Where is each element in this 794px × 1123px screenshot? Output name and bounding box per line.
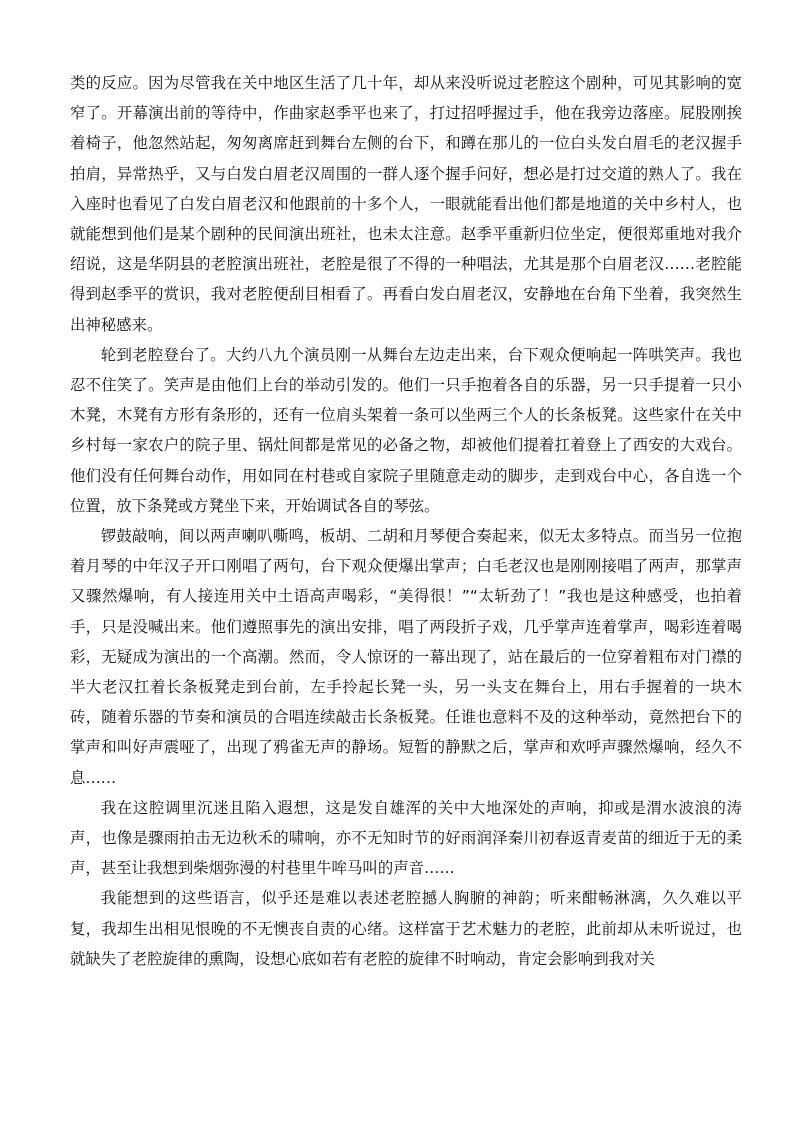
paragraph-5: 我能想到的这些语言，似乎还是难以表述老腔撼人胸腑的神韵；听来酣畅淋漓，久久难以平复，我却生出相见恨晚的不无懊丧自责的心绪。这样富于艺术魅力的老腔，此前却从未听说过，也就缺失了老腔旋律的熏陶，设想心底如若有老腔的旋律不时响动，肯定会影响到我对关: [70, 889, 742, 968]
document-body: [70, 68, 742, 974]
paragraph-2: 轮到老腔登台了。大约八九个演员刚一从舞台左边走出来，台下观众便响起一阵哄笑声。我也忍不住笑了。笑声是由他们上台的举动引发的。他们一只手抱着各自的乐器，另一只手提着一只小木凳，木凳有方形有条形的，还有一位肩头架着一条可以坐两三个人的长条板凳。这些家什在关中乡村每一家农户的院子里、锅灶间都是常见的必备之物，却被他们提着扛着登上了西安的大戏台。他们没有任何舞台动作，用如同在村巷或自家院子里随意走动的脚步，走到戏台中心，各自选一个位置，放下条凳或方凳坐下来，开始调试各自的琴弦。: [70, 345, 742, 515]
paragraph-1: 类的反应。因为尽管我在关中地区生活了几十年，却从来没听说过老腔这个剧种，可见其影响的宽窄了。开幕演出前的等待中，作曲家赵季平也来了，打过招呼握过手，他在我旁边落座。屁股刚挨着椅子，他忽然站起，匆匆离席赶到舞台左侧的台下，和蹲在那儿的一位白头发白眉毛的老汉握手拍肩，异常热乎，又与白发白眉老汉周围的一群人逐个握手问好，想必是打过交道的熟人了。我在入座时也看见了白发白眉老汉和他跟前的十多个人，一眼就能看出他们都是地道的关中乡村人，也就能想到他们是某个剧种的民间演出班社，也未太注意。赵季平重新归位坐定，便很郑重地对我介绍说，这是华阴县的老腔演出班社，老腔是很了不得的一种唱法，尤其是那个白眉老汉……老腔能得到赵季平的赏识，我对老腔便刮目相看了。再看白发白眉老汉，安静地在台角下坐着，我突然生出神秘感来。: [70, 74, 742, 334]
paragraph-4: 我在这腔调里沉迷且陷入遐想，这是发自雄浑的关中大地深处的声响，抑或是渭水波浪的涛声，也像是骤雨拍击无边秋禾的啸响，亦不无知时节的好雨润泽秦川初春返青麦苗的细近于无的柔声，甚至让我想到柴烟弥漫的村巷里牛哞马叫的声音……: [70, 798, 742, 878]
paragraph-3: 锣鼓敲响，间以两声喇叭嘶鸣，板胡、二胡和月琴便合奏起来，似无太多特点。而当另一位抱着月琴的中年汉子开口刚唱了两句，台下观众便爆出掌声；白毛老汉也是刚刚接唱了两声，那掌声又骤然爆响，有人接连用关中土语高声喝彩，“美得很！”“太斩劲了！”我也是这种感受，也拍着手，只是没喊出来。他们遵照事先的演出安排，唱了两段折子戏，几乎掌声连着掌声，喝彩连着喝彩，无疑成为演出的一个高潮。然而，令人惊讶的一幕出现了，站在最后的一位穿着粗布对门襟的半大老汉扛着长条板凳走到台前，左手拎起长凳一头，另一头支在舞台上，用右手握着的一块木砖，随着乐器的节奏和演员的合唱连续敲击长条板凳。任谁也意料不及的这种举动，竟然把台下的掌声和叫好声震哑了，出现了鸦雀无声的静场。短暂的静默之后，掌声和欢呼声骤然爆响，经久不息……: [70, 527, 742, 787]
